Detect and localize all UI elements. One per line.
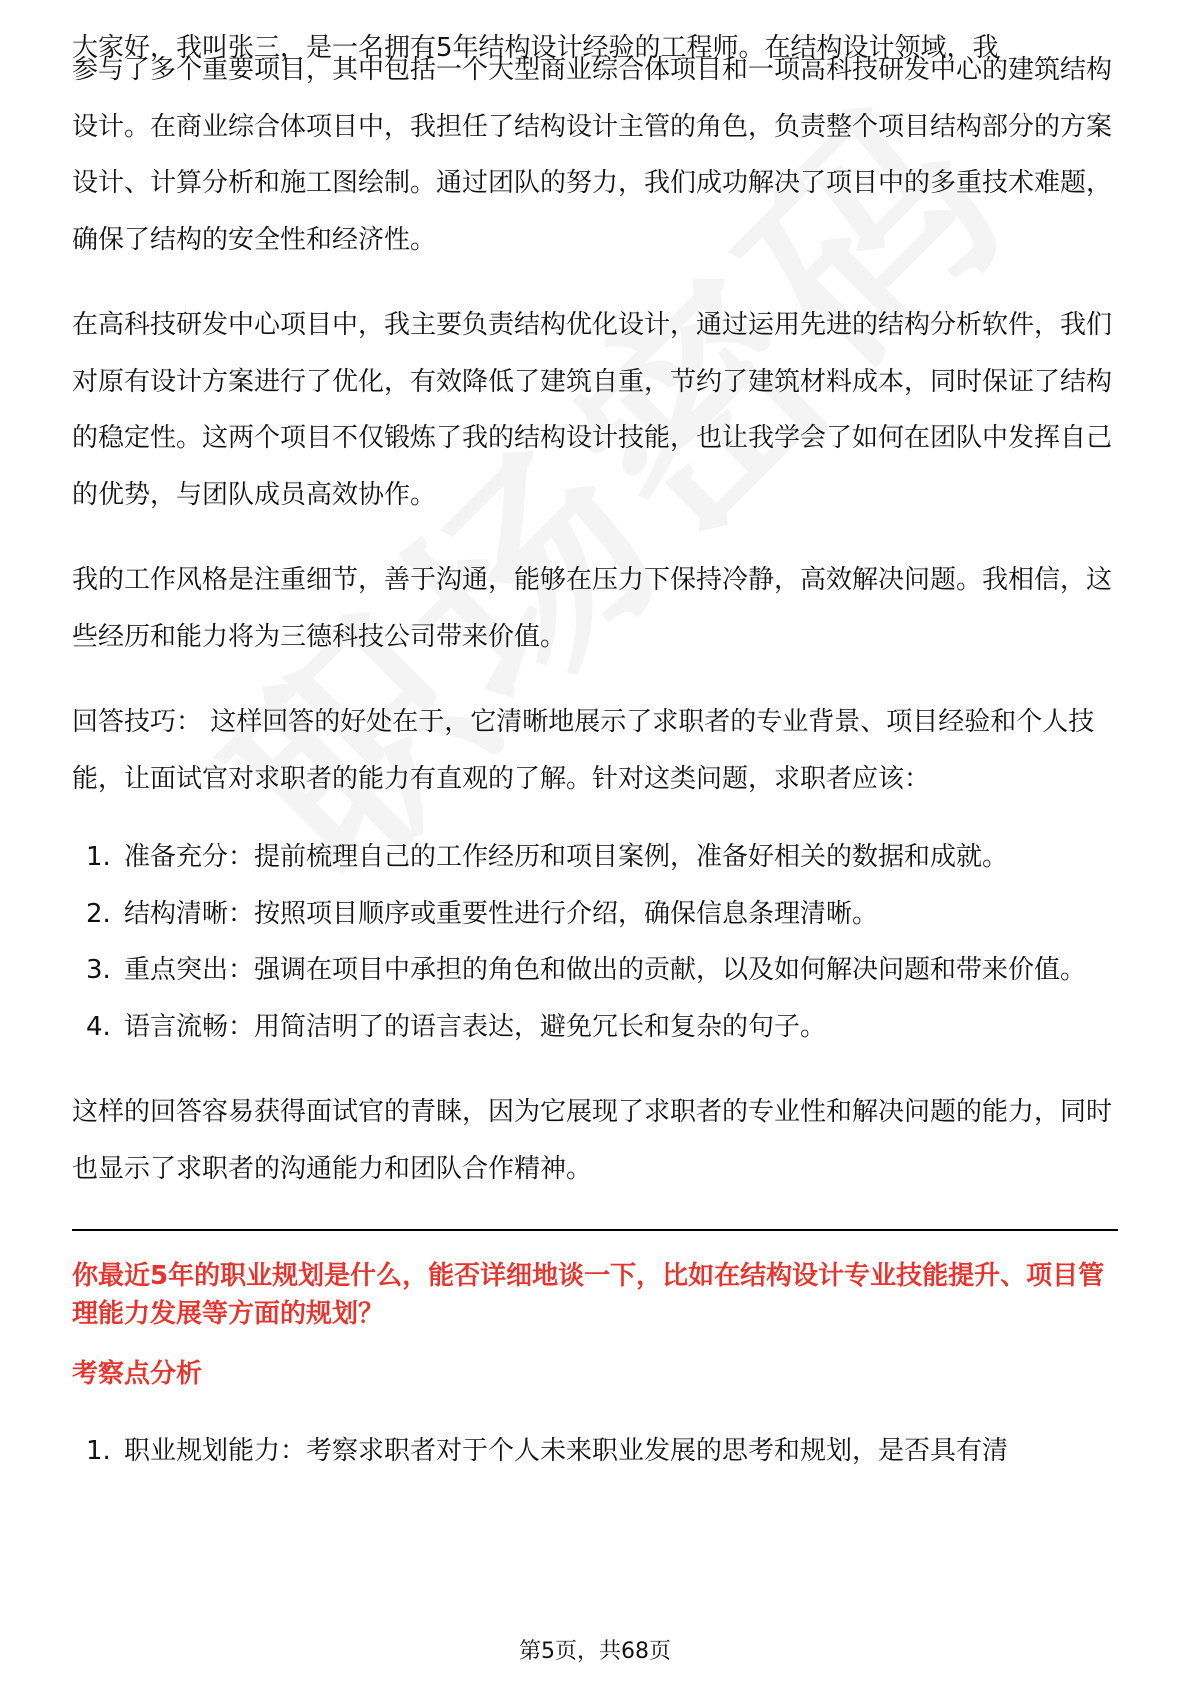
list-item-text: 结构清晰：按照项目顺序或重要性进行介绍，确保信息条理清晰。	[124, 898, 879, 929]
paragraph-conclusion: 这样的回答容易获得面试官的青睐，因为它展现了求职者的专业性和解决问题的能力，同时也显示了求职者的沟通能力和团队合作精神。	[72, 1097, 1113, 1184]
list-item-number: 1.	[86, 1436, 111, 1466]
document-body	[72, 28, 1118, 1479]
list-item-number: 4.	[86, 1011, 111, 1042]
list-item-text: 职业规划能力：考察求职者对于个人未来职业发展的思考和规划，是否具有清	[124, 1436, 1009, 1466]
list-item	[72, 942, 1118, 999]
paragraph-research-center-project: 在高科技研发中心项目中，我主要负责结构优化设计，通过运用先进的结构分析软件，我们对原有设计方案进行了优化，有效降低了建筑自重，节约了建筑材料成本，同时保证了结构的稳定性。这两个项目不仅锻炼了我的结构设计技能，也让我学会了如何在团队中发挥自己的优势，与团队成员高效协作。	[72, 310, 1113, 510]
section-divider	[72, 1229, 1118, 1231]
list-item-text: 语言流畅：用简洁明了的语言表达，避免冗长和复杂的句子。	[124, 1011, 827, 1042]
list-item-number: 2.	[86, 898, 111, 929]
interview-question: 你最近5年的职业规划是什么，能否详细地谈一下，比如在结构设计专业技能提升、项目管理能力发展等方面的规划？	[72, 1261, 1105, 1329]
page-number: 第5页，共68页	[519, 1639, 671, 1664]
paragraph-answer-tips: 回答技巧： 这样回答的好处在于，它清晰地展示了求职者的专业背景、项目经验和个人技能，让面试官对求职者的能力有直观的了解。针对这类问题，求职者应该：	[72, 707, 1095, 794]
list-item	[72, 1423, 1118, 1479]
list-item-number: 3.	[86, 955, 111, 985]
list-item	[72, 886, 1118, 943]
list-item	[72, 999, 1118, 1056]
list-item-text: 准备充分：提前梳理自己的工作经历和项目案例，准备好相关的数据和成就。	[124, 842, 1009, 872]
list-item	[72, 829, 1118, 886]
list-item-text: 重点突出：强调在项目中承担的角色和做出的贡献，以及如何解决问题和带来价值。	[124, 955, 1087, 985]
list-item-number: 1.	[86, 842, 111, 872]
section-title: 考察点分析	[72, 1359, 203, 1389]
paragraph-work-style: 我的工作风格是注重细节，善于沟通，能够在压力下保持冷静，高效解决问题。我相信，这些经历和能力将为三德科技公司带来价值。	[72, 565, 1113, 652]
analysis-list	[72, 1423, 1118, 1479]
tips-list	[72, 829, 1118, 1055]
paragraph-commercial-project: 参与了多个重要项目，其中包括一个大型商业综合体项目和一项高科技研发中心的建筑结构设计。在商业综合体项目中，我担任了结构设计主管的角色，负责整个项目结构部分的方案设计、计算分析和施工图绘制。通过团队的努力，我们成功解决了项目中的多重技术难题，确保了结构的安全性和经济性。	[72, 55, 1113, 255]
cut-off-text-line: 大家好，我叫张三，是一名拥有5年结构设计经验的工程师。在结构设计领域，我	[72, 33, 999, 63]
